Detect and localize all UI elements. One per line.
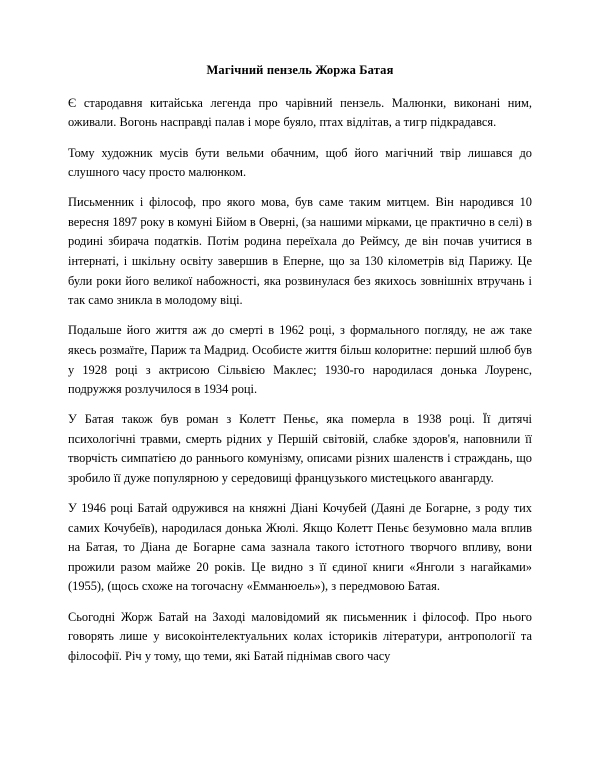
paragraph: Тому художник мусів бути вельми обачним, щоб його магічний твір лишався до слушного часу просто малюнком.: [68, 145, 532, 180]
paragraph: Письменник і філософ, про якого мова, був саме таким митцем. Він народився 10 вересня 1897 року в комуні Бійом в Овернi, (за нашими мірками, це практично в селі) в родині збирача податків. Потім родина переїхала до Реймсу, де він почав учитися в інтернаті, і шкільну освіту завершив в Еперне, що за 130 кілометрів від Парижу. Це були роки його великої набожності, яка розвинулася без якихось зовнішніх втручань і так само зникла в молодому віці.: [68, 195, 532, 308]
paragraph: У Батая також був роман з Колетт Пеньє, яка померла в 1938 році. Її дитячі психологічні травми, смерть рідних у Першій світовій, слабке здоров'я, наповнили її творчість симпатією до раннього комунізму, описами різних шаленств і страждань, що зробило її дуже популярною у середовищі французького мистецького авангарду.: [68, 412, 532, 485]
paragraph: Сьогодні Жорж Батай на Заході маловідомий як письменник і філософ. Про нього говорять лише у високоінтелектуальних колах істориків літератури, антропології та філософії. Річ у тому, що теми, які Батай піднімав свого часу: [68, 609, 532, 663]
paragraph: Є стародавня китайська легенда про чарівний пензель. Малюнки, виконані ним, оживали. Вогонь насправді палав і море буяло, птах відлітав, а тигр підкрадався.: [68, 95, 532, 130]
page-title: Магічний пензель Жоржа Батая: [206, 63, 394, 77]
document-body: [68, 94, 532, 666]
paragraph: Подальше його життя аж до смерті в 1962 році, з формального погляду, не аж таке якесь розмаїте, Париж та Мадрид. Особисте життя більш колоритне: перший шлюб був у 1928 році з актрисою Сільвією Маклес; 1930-го народилася донька Лоуренс, подружжя розлучилося в 1934 році.: [68, 323, 532, 397]
paragraph: У 1946 році Батай одружився на княжні Діані Кочубей (Даяні де Богарне, з роду тих самих Кочубеїв), народилася донька Жюлі. Якщо Колетт Пеньє безумовно мала вплив на Батая, то Діана де Богарне сама зазнала такого істотного творчого впливу, вони прожили разом майже 20 років. Це видно з її єдиної книги «Янголи з нагайками» (1955), (щось схоже на тогочасну «Емманюель»), з передмовою Батая.: [68, 501, 532, 594]
